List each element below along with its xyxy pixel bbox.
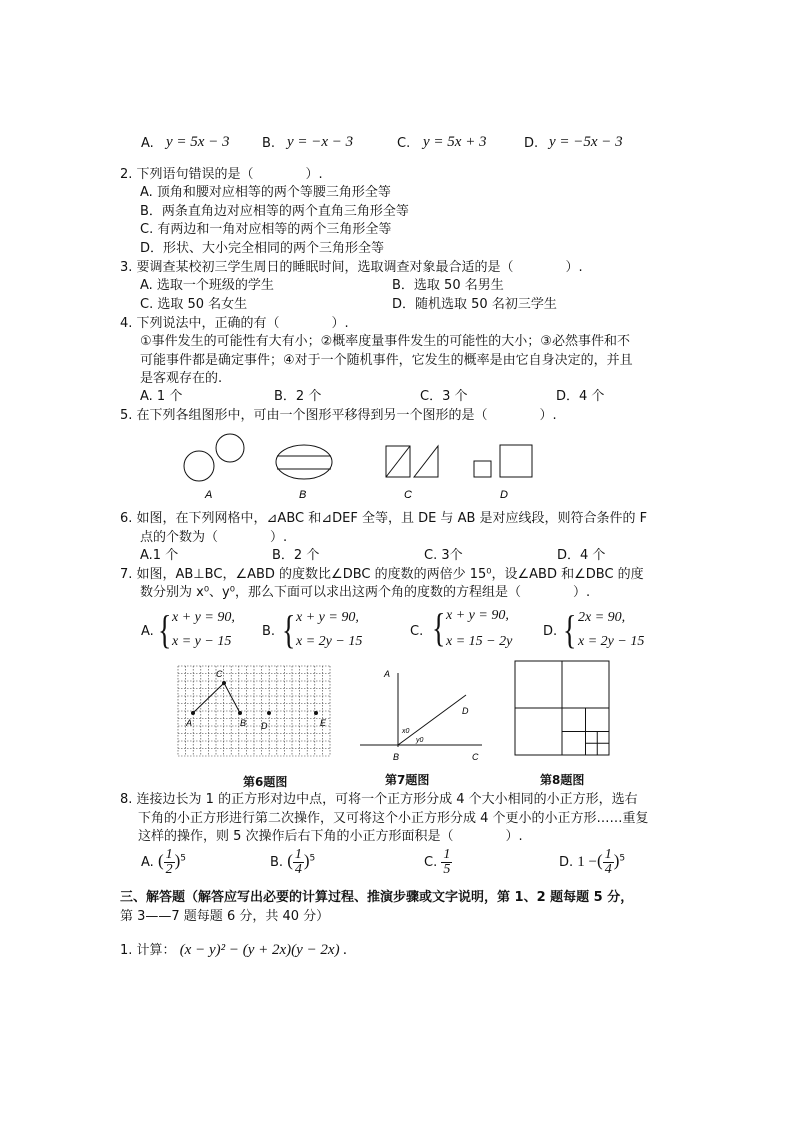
q5-label-a: A (205, 489, 213, 501)
fig6-label-d: D (261, 721, 268, 731)
q5-label-c: C (404, 489, 412, 501)
option-letter: A. (141, 136, 154, 151)
q4-option-a: A. 1 个 (140, 389, 183, 404)
fig6-label-b: B (240, 718, 247, 728)
numerator: 1 (604, 847, 612, 862)
q3-option-b: B．选取 50 名男生 (392, 278, 504, 293)
q5-figure-b (276, 445, 332, 479)
q5-stem: 5. 在下列各组图形中，可由一个图形平移得到另一个图形的是（ ）. (120, 408, 557, 423)
section-3-line2: 第 3——7 题每题 6 分，共 40 分） (120, 909, 330, 924)
fraction (164, 848, 175, 877)
fig7-label-c: C (472, 752, 479, 762)
equation-2: x = y − 15 (172, 634, 232, 649)
q4-option-b: B．2 个 (274, 389, 322, 404)
calc-question-1 (120, 941, 347, 960)
numerator: 1 (443, 847, 451, 862)
numerator: 1 (165, 847, 173, 862)
q7-stem-2: 数分别为 x⁰、y⁰，那么下面可以求出这两个角的度数的方程组是（ ）. (140, 585, 591, 600)
q4-option-d: D．4 个 (556, 389, 605, 404)
option-expr: y = 5x + 3 (423, 134, 487, 150)
q2-option-b: B．两条直角边对应相等的两个直角三角形全等 (140, 204, 409, 219)
brace-icon: { (282, 607, 296, 652)
figure-8-squares (514, 660, 610, 758)
fig6-label-e: E (320, 718, 327, 728)
prefix: 1 − (577, 854, 598, 870)
q2-option-a: A. 顶角和腰对应相等的两个等腰三角形全等 (140, 185, 391, 200)
option-letter: D. (524, 136, 539, 151)
q5-label-b: B (299, 489, 307, 501)
option-expr: y = 5x − 3 (166, 134, 230, 150)
q8-option-d: D. 1 −( $\frac{1}{4}$ )$^5$ (559, 847, 626, 877)
figure-6-caption: 第6题图 (243, 775, 288, 789)
q6-option-d: D．4 个 (557, 548, 606, 563)
q8-option-c (424, 848, 452, 877)
q4-line3: 是客观存在的. (140, 371, 223, 386)
fig7-label-x: x0 (402, 728, 410, 735)
brace-icon: { (432, 605, 446, 650)
option-letter: B. (262, 136, 276, 151)
q2-option-d: D．形状、大小完全相同的两个三角形全等 (140, 241, 385, 256)
brace-icon: { (563, 607, 577, 652)
equation-1: x + y = 90, (172, 610, 235, 625)
q5-label-d: D (500, 489, 508, 501)
fig7-label-d: D (462, 706, 469, 716)
equation-2: x = 2y − 15 (578, 634, 645, 649)
q5-figure-c (386, 446, 438, 477)
fig7-label-y: y0 (416, 737, 424, 744)
figure-7-angle (358, 663, 486, 767)
fraction (603, 848, 614, 877)
option-letter: A. (141, 855, 154, 870)
q5-figures (170, 428, 550, 504)
option-letter: C. (424, 855, 438, 870)
option-letter: C. (410, 624, 424, 639)
denominator: 5 (443, 862, 451, 877)
q5-figure-d (474, 445, 532, 477)
q2-option-c: C. 有两边和一角对应相等的两个三角形全等 (140, 222, 392, 237)
q4-line2: 可能事件都是确定事件；④对于一个随机事件，它发生的概率是由它自身决定的，并且 (140, 353, 633, 368)
numerator: 1 (294, 847, 302, 862)
q4-option-c: C．3 个 (420, 389, 468, 404)
brace-icon: { (158, 607, 172, 652)
q2-stem: 2. 下列语句错误的是（ ）. (120, 167, 323, 182)
q3-stem: 3. 要调查某校初三学生周日的睡眠时间，选取调查对象最合适的是（ ）. (120, 260, 583, 275)
denominator: 2 (165, 862, 173, 877)
q6-option-c: C. 3个 (424, 548, 463, 563)
fig7-label-b: B (393, 752, 400, 762)
equation-1: x + y = 90, (296, 610, 359, 625)
equation-2: x = 15 − 2y (446, 634, 513, 649)
q6-option-b: B．2 个 (272, 548, 320, 563)
denominator: 4 (294, 862, 302, 877)
fraction (441, 848, 452, 877)
figure-6-grid (176, 664, 332, 760)
fig6-label-a: A (186, 718, 193, 728)
q8-line1: 8. 连接边长为 1 的正方形对边中点，可将一个正方形分成 4 个大小相同的小正方形，选右 (120, 792, 638, 807)
exponent: 5 (619, 853, 626, 864)
q6-stem-1: 6. 如图，在下列网格中，⊿ABC 和⊿DEF 全等，且 DE 与 AB 是对应线段，则符合条件的 F (120, 511, 648, 526)
equation-2: x = 2y − 15 (296, 634, 363, 649)
q3-option-c: C. 选取 50 名女生 (140, 297, 248, 312)
option-expr: y = −x − 3 (287, 134, 354, 150)
option-letter: A. (141, 624, 154, 639)
q3-option-d: D．随机选取 50 名初三学生 (392, 297, 557, 312)
calc-expression: (x − y)² − (y + 2x)(y − 2x) . (179, 942, 348, 958)
fraction (293, 848, 304, 877)
figure-7-caption: 第7题图 (385, 773, 430, 787)
exponent: 5 (309, 853, 316, 864)
fig6-label-c: C (216, 669, 223, 679)
q6-stem-2: 点的个数为（ ）. (140, 530, 288, 545)
q8-option-a: A. ( $\frac{1}{2}$ )$^5$ (141, 847, 187, 877)
q4-line1: ①事件发生的可能性有大有小；②概率度量事件发生的可能性的大小；③必然事件和不 (140, 334, 630, 349)
section-3-line1: 三、解答题（解答应写出必要的计算过程、推演步骤或文字说明，第 1、2 题每题 5 分， (120, 890, 634, 905)
figure-8-caption: 第8题图 (540, 773, 585, 787)
option-expr: y = −5x − 3 (549, 134, 623, 150)
calc-label: 1. 计算： (120, 943, 176, 958)
option-letter: D. (543, 624, 558, 639)
option-letter: D. (559, 855, 574, 870)
option-letter: B. (270, 855, 284, 870)
option-letter: C. (397, 136, 411, 151)
q8-line2: 下角的小正方形进行第二次操作，又可将这个小正方形分成 4 个更小的小正方形……重复 (138, 811, 649, 826)
q6-option-a: A.1 个 (140, 548, 179, 563)
option-letter: B. (262, 624, 276, 639)
equation-1: 2x = 90, (578, 610, 626, 625)
q5-figure-a (184, 434, 244, 481)
denominator: 4 (604, 862, 612, 877)
equation-1: x + y = 90, (446, 608, 509, 623)
q8-option-b: B. ( $\frac{1}{4}$ )$^5$ (270, 847, 316, 877)
section-3-heading (120, 889, 633, 907)
fig7-label-a: A (384, 669, 391, 679)
q7-stem-1: 7. 如图，AB⊥BC，∠ABD 的度数比∠DBC 的度数的两倍少 15⁰，设∠ABD 和∠DBC 的度 (120, 567, 644, 582)
q4-stem: 4. 下列说法中，正确的有（ ）. (120, 316, 349, 331)
exponent: 5 (180, 853, 187, 864)
q3-option-a: A. 选取一个班级的学生 (140, 278, 274, 293)
q8-line3: 这样的操作，则 5 次操作后右下角的小正方形面积是（ ）. (138, 829, 523, 844)
